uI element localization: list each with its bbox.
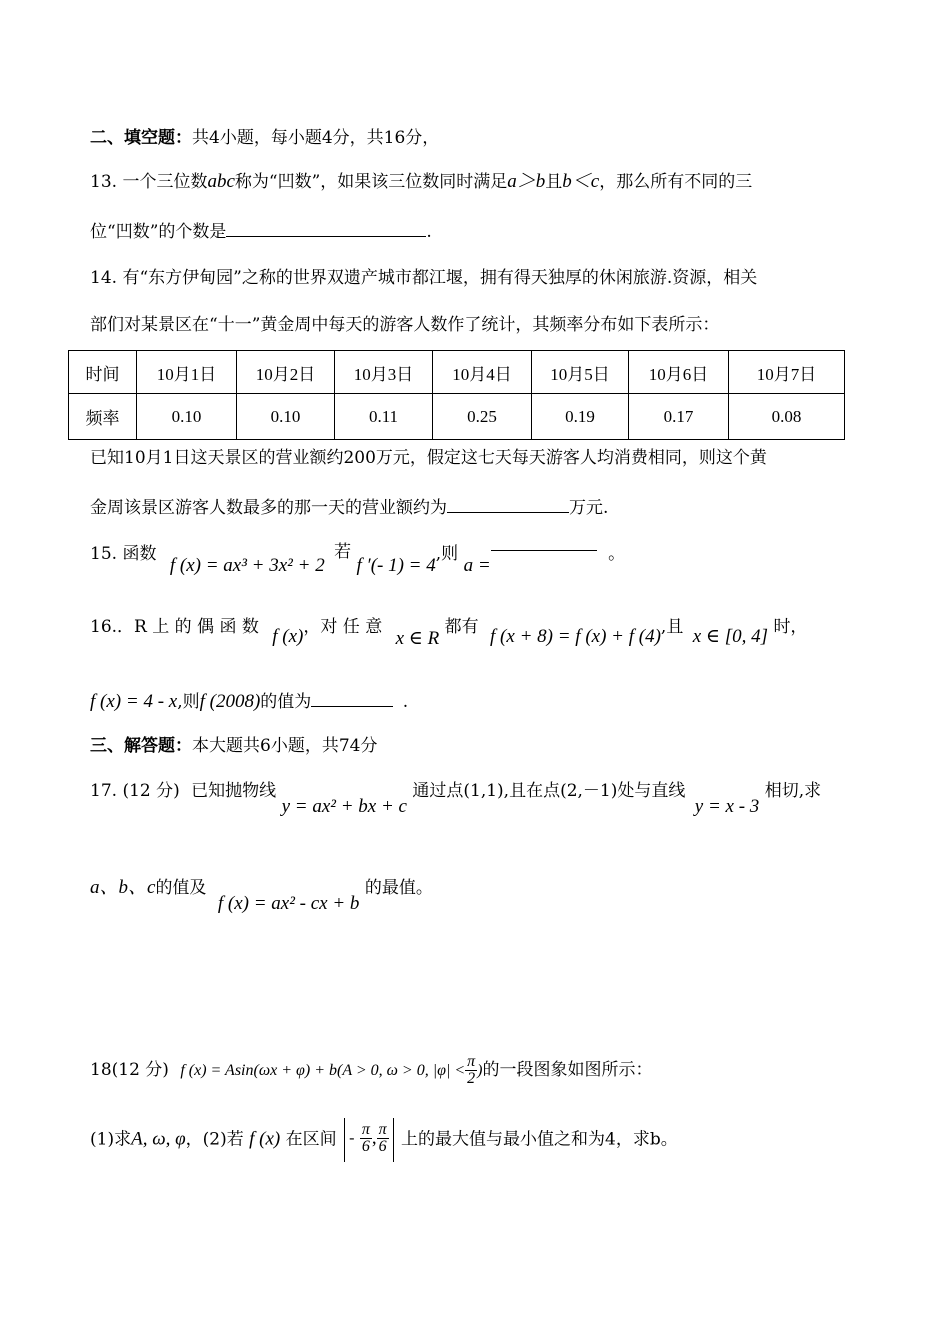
q18-fx: f (x) [249,1128,281,1150]
q17-text2: 通过点(1,1),且在点(2,－1)处与直线 [412,781,686,801]
q16-and: ,且 [660,617,684,637]
q16-then: ,则 [177,692,200,712]
table-cell: 10月5日 [532,351,629,394]
q18-six-b: 6 [378,1138,387,1155]
q16-fx-def: f (x) = 4 - x [90,691,178,712]
q15-if: 若 [334,542,352,562]
q13-text-c: ，那么所有不同的三 [599,172,753,192]
q16-equation: f (x + 8) = f (x) + f (4) [490,626,661,647]
q18-params: A, ω, φ [131,1128,186,1150]
table-cell: 频率 [69,394,137,440]
q18-pi-over-6-a [360,1122,372,1155]
q17-parabola: y = ax² + bx + c [281,796,407,817]
q15-function: f (x) = ax³ + 3x² + 2 [169,555,325,576]
q16-label: 16.．R 上 的 偶 函 数 [90,617,259,637]
q17-line2 [90,876,433,914]
q13-answer-blank[interactable] [226,218,426,237]
section-2-heading: 二、填空题： [90,128,192,148]
q13-text: 13. 一个三位数 [90,172,208,192]
table-cell: 10月2日 [237,351,335,394]
q17-text4: 的值及 [155,878,207,898]
table-cell: 0.25 [433,394,532,440]
q18-pi-over-6-b [377,1122,389,1155]
section-3-heading: 三、解答题： [90,736,192,756]
q15-var: a = [463,555,491,576]
q18-neg: - [349,1129,355,1147]
q16-fx: f (x) [272,626,304,647]
q17-line1 [90,779,822,817]
q15-then: ,则 [435,544,459,564]
q13-text-b: 称为“凹数”，如果该三位数同时满足 [234,172,508,192]
table-cell: 0.08 [729,394,845,440]
q14-line4 [90,494,608,520]
q17-text1: 已知抛物线 [191,781,277,801]
q18-line2 [90,1118,678,1162]
table-cell: 10月4日 [433,351,532,394]
q14-line2: 部们对某景区在“十一”黄金周中每天的游客人数作了统计，其频率分布如下表所示： [90,315,720,335]
q18-p3: 在区间 [285,1129,337,1150]
q17-line-eq: y = x - 3 [694,796,760,817]
q18-pi-a: π [361,1121,370,1138]
q18-pi-over-2 [465,1054,477,1087]
section-3-desc: 本大题共6小题，共74分 [192,736,378,756]
q18-pi-b: π [378,1121,387,1138]
q13-line1 [90,170,752,194]
q13-text-2: 位“凹数”的个数是 [90,222,227,242]
q17-function: f (x) = ax² - cx + b [217,893,360,914]
q15-derivative: f ′(- 1) = 4 [356,555,436,576]
q16-x-in-r: x ∈ R [395,628,440,649]
q18-p1: (1)求 [90,1129,132,1150]
q16-val: 的值为 [260,692,312,712]
table-cell: 0.11 [335,394,433,440]
q18-two: 2 [467,1070,476,1087]
q14-answer-blank[interactable] [447,494,569,513]
q15-answer-blank[interactable] [491,532,597,551]
q17-vars: a、b、c [90,877,156,898]
q15-end: 。 [608,544,626,564]
q18-function: f (x) = Asin(ωx + φ) + b(A > 0, ω > 0, |φ| < [180,1062,466,1079]
section-3-title [90,734,377,758]
q16-any: ，对 任 意 [303,617,383,637]
q18-text: 的一段图象如图所示： [482,1060,653,1080]
q16-interval: x ∈ [0, 4] [692,626,769,647]
q17-text3: 相切,求 [764,781,822,801]
section-2-title [90,126,439,150]
table-cell: 时间 [69,351,137,394]
q17-label: 17. (12 分) [90,781,180,801]
q16-end: . [402,692,409,712]
table-cell: 10月7日 [729,351,845,394]
table-cell: 0.17 [629,394,729,440]
table-cell: 0.10 [237,394,335,440]
q13-cond2: b＜c [562,171,600,192]
q18-p2: ，(2)若 [185,1129,244,1150]
q18-comma: , [371,1127,377,1149]
q13-cond1: a＞b [507,171,546,192]
frequency-table [68,350,845,440]
q15-label: 15. 函数 [90,544,157,564]
q16-line2 [90,688,408,714]
q16-answer-blank[interactable] [311,688,393,707]
q18-interval [344,1118,394,1162]
section-2-desc: 共4小题，每小题4分，共16分， [192,128,440,148]
q14-unit: 万元. [569,498,609,518]
table-cell: 0.19 [532,394,629,440]
q13-abc: abc [207,171,235,192]
q16-all: 都有 [444,617,479,637]
q13-end: . [426,222,432,242]
q17-end: 的最值。 [364,878,433,898]
table-cell: 0.10 [137,394,237,440]
q18-close: ) [477,1062,483,1079]
table-cell: 10月6日 [629,351,729,394]
q16-when: 时， [773,617,808,637]
table-cell: 10月1日 [137,351,237,394]
table-header-row [69,351,845,394]
q16-line1 [90,615,808,649]
q14-text-4: 金周该景区游客人数最多的那一天的营业额约为 [90,498,447,518]
q18-pi: π [467,1053,476,1070]
q18-line1 [90,1050,653,1091]
q18-label: 18(12 分) [90,1060,169,1080]
q15-line [90,540,626,576]
q13-line2 [90,218,432,244]
q14-line3: 已知10月1日这天景区的营业额约200万元，假定这七天每天游客人均消费相同，则这个黄 [90,448,767,468]
table-row [69,394,845,440]
table-cell: 10月3日 [335,351,433,394]
q16-f2008: f (2008) [199,691,261,712]
q18-p4: 上的最大值与最小值之和为4，求b。 [401,1129,678,1150]
q14-line1: 14. 有“东方伊甸园”之称的世界双遗产城市都江堰，拥有得天独厚的休闲旅游.资源，相关 [90,268,758,288]
q13-and: 且 [545,172,563,192]
q18-six-a: 6 [361,1138,370,1155]
